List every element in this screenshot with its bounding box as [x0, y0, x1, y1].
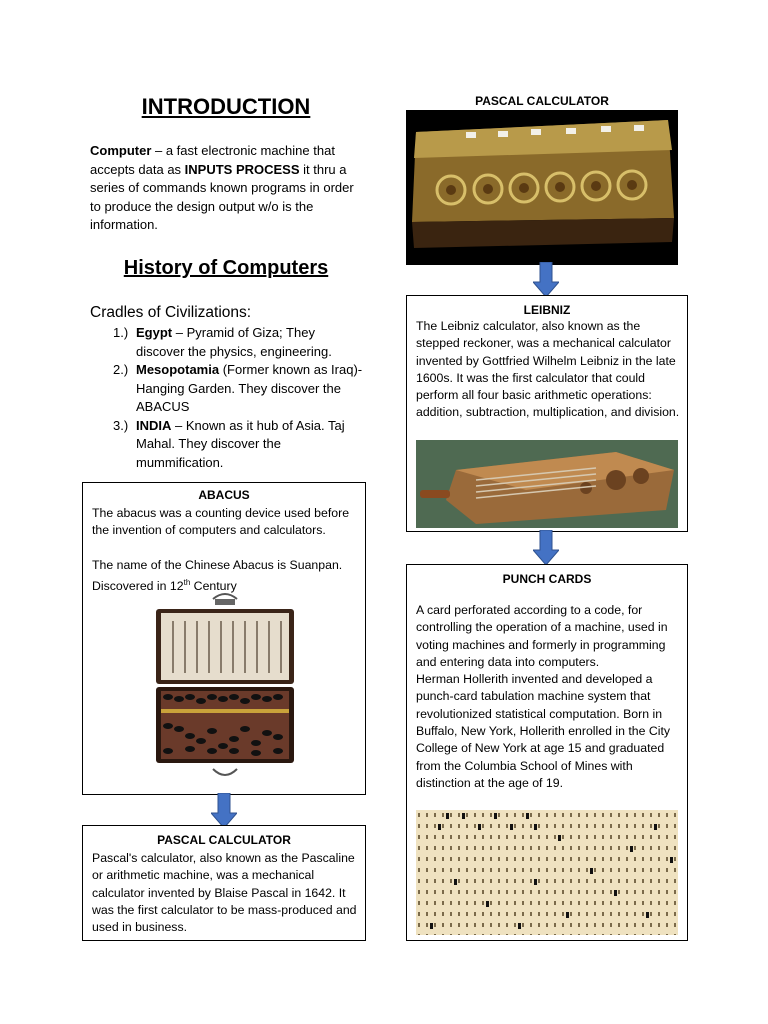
down-arrow-icon — [533, 262, 559, 298]
abacus-p1: The abacus was a counting device used before the invention of computers and calculators. — [92, 506, 350, 538]
leibniz-calculator-image — [416, 440, 678, 528]
cradles-label: Cradles of Civilizations: — [90, 304, 252, 321]
punch-cards-box — [406, 564, 688, 941]
punch-p1: A card perforated according to a code, for controlling the operation of a machine, used in voting machines and formerly in programming and entering data into computers. — [416, 603, 668, 669]
punch-card-image — [416, 810, 678, 935]
civ-text: – Pyramid of Giza; They discover the physics, engineering. — [136, 325, 332, 359]
abacus-p2 — [92, 557, 360, 596]
abacus-p2-sup: th — [183, 577, 191, 587]
list-item — [91, 417, 363, 473]
list-number: 3.) — [113, 417, 129, 433]
intro-paragraph — [90, 142, 365, 235]
civilization-list — [91, 324, 363, 472]
list-item — [91, 324, 363, 361]
abacus-image — [153, 591, 297, 781]
list-item — [91, 361, 363, 417]
down-arrow-icon — [211, 793, 237, 829]
punch-p2: Herman Hollerith invented and developed a punch-card tabulation machine system that revolutionized statistical computation. Born in Buffalo, New York, Hollerith enrolled in the City College of New York at age 15 and graduated from the Columbia School of Mines with distinction at the age of 19. — [416, 672, 671, 790]
abacus-text — [92, 505, 360, 595]
down-arrow-icon — [533, 530, 559, 566]
civ-name: INDIA — [136, 417, 172, 433]
abacus-title: ABACUS — [198, 488, 250, 502]
pascal-calculator-image — [406, 110, 678, 265]
intro-bold: INPUTS PROCESS — [184, 161, 300, 177]
intro-title: INTRODUCTION — [141, 94, 311, 119]
civ-name: Mesopotamia — [136, 362, 220, 377]
pascal-left-text: Pascal's calculator, also known as the Pascaline or arithmetic machine, was a mechanical calculator invented by Blaise Pascal in 1642. It was the first calculator to be mass-produced and used in business. — [92, 851, 357, 935]
list-number: 2.) — [113, 362, 129, 377]
civ-text: (Former known as Iraq)- Hanging Garden. They discover the ABACUS — [136, 362, 363, 414]
intro-term: Computer — [90, 143, 152, 158]
punch-cards-text — [416, 602, 682, 792]
pascal-right-title: PASCAL CALCULATOR — [475, 94, 609, 108]
leibniz-text: The Leibniz calculator, also known as the stepped reckoner, was a mechanical calculator invented by Gottfried Wilhelm Leibniz in the late 1600s. It was the first calculator that could perform all four basic arithmetic operations: addition, subtraction, multiplication, and division. — [416, 319, 680, 420]
abacus-box — [82, 482, 366, 795]
civ-text: – Known as it hub of Asia. Taj Mahal. They discover the mummification. — [136, 417, 345, 470]
intro-text-b: it thru a series of commands known programs in order to produce the design output w/o is the information. — [90, 161, 354, 232]
history-title: History of Computers — [123, 257, 329, 279]
list-number: 1.) — [113, 325, 129, 340]
intro-text-a: – a fast electronic machine that accepts data as — [90, 143, 335, 177]
civ-name: Egypt — [136, 325, 173, 340]
pascal-left-box — [82, 825, 366, 941]
punch-cards-title: PUNCH CARDS — [502, 572, 592, 586]
leibniz-box — [406, 295, 688, 532]
leibniz-title: LEIBNIZ — [523, 303, 571, 317]
abacus-p2-text: The name of the Chinese Abacus is Suanpan. Discovered in 12 — [92, 557, 343, 593]
pascal-left-title: PASCAL CALCULATOR — [157, 833, 291, 847]
abacus-p2-end: Century — [190, 578, 237, 593]
